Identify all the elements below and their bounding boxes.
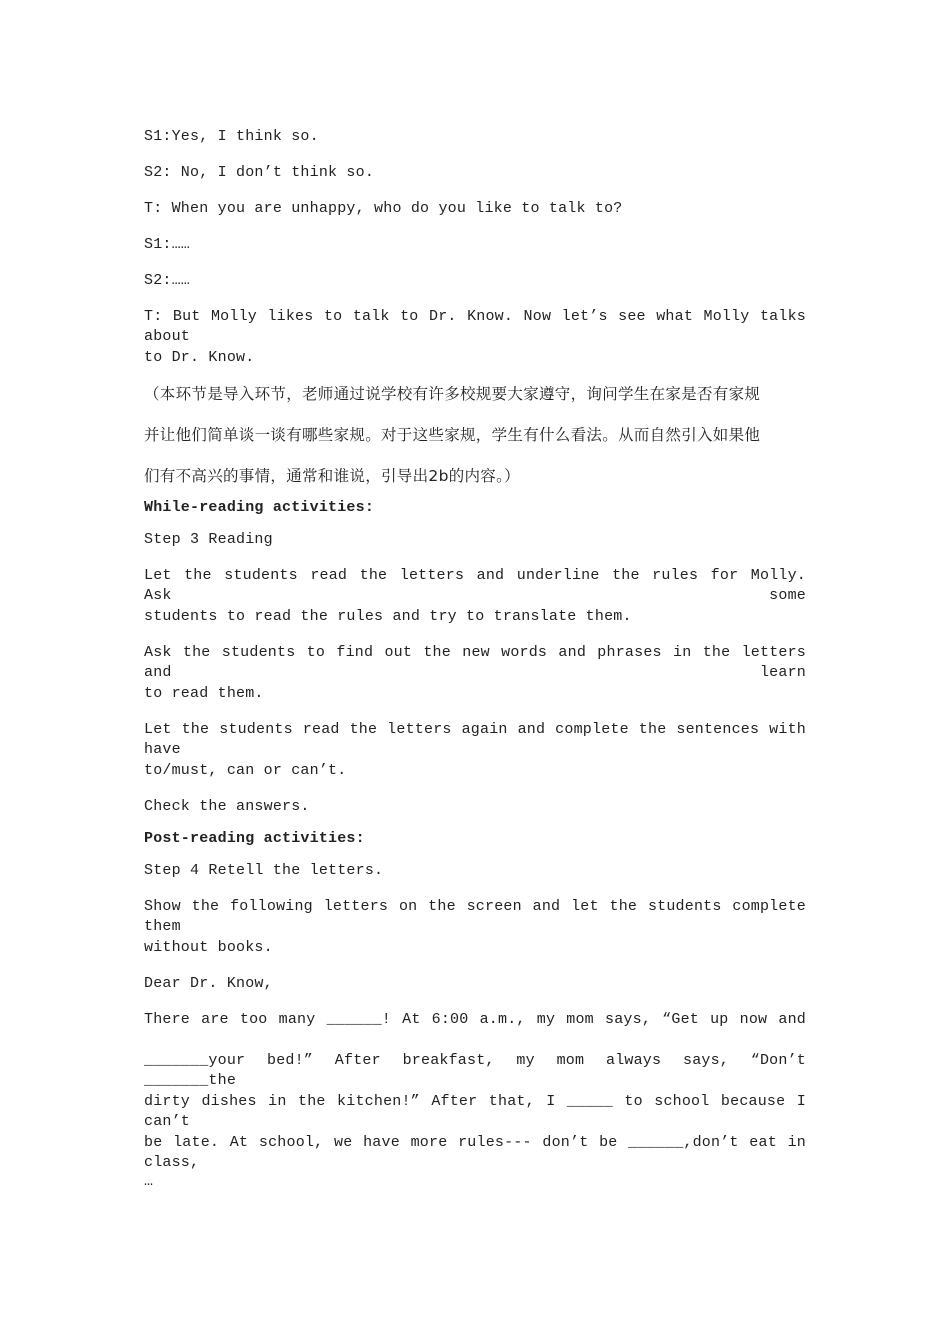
- step-3-instruction-2-cont: to read them.: [144, 685, 264, 702]
- chinese-note-line-2: 并让他们简单谈一谈有哪些家规。对于这些家规，学生有什么看法。从而自然引入如果他: [144, 426, 761, 444]
- letter-body-line-4: be late. At school, we have more rules--- don’t be ______,don’t eat in class,: [144, 1134, 806, 1171]
- letter-body-line-3: dirty dishes in the kitchen!” After that, I _____ to school because I can’t: [144, 1093, 806, 1130]
- step-3-instruction-2: Ask the students to find out the new words and phrases in the letters and learn: [144, 644, 806, 681]
- letter-salutation: Dear Dr. Know,: [144, 975, 273, 992]
- dialogue-line-s1-answer: S1:……: [144, 236, 191, 253]
- dialogue-line-teacher-question: T: When you are unhappy, who do you like to talk to?: [144, 200, 623, 217]
- section-heading-while-reading: While-reading activities:: [144, 499, 375, 516]
- step-4-instruction: Show the following letters on the screen and let the students complete them: [144, 898, 806, 935]
- step-3-instruction-3-cont: to/must, can or can’t.: [144, 762, 347, 779]
- chinese-note-line-3: 们有不高兴的事情，通常和谁说，引导出2b的内容。）: [144, 467, 520, 485]
- dialogue-line-teacher-molly: T: But Molly likes to talk to Dr. Know. Now let’s see what Molly talks about: [144, 308, 806, 345]
- letter-body-line-1: There are too many ______! At 6:00 a.m., my mom says, “Get up now and: [144, 1011, 806, 1028]
- dialogue-line-s2-no: S2: No, I don’t think so.: [144, 164, 375, 181]
- dialogue-line-s1-yes: S1:Yes, I think so.: [144, 128, 319, 145]
- letter-body-line-2: _______your bed!” After breakfast, my mom always says, “Don’t _______the: [144, 1052, 806, 1089]
- step-3-instruction-1-cont: students to read the rules and try to translate them.: [144, 608, 632, 625]
- section-heading-post-reading: Post-reading activities:: [144, 830, 365, 847]
- step-4-title: Step 4 Retell the letters.: [144, 862, 384, 879]
- step-3-instruction-3: Let the students read the letters again and complete the sentences with have: [144, 721, 806, 758]
- letter-body-ellipsis: …: [144, 1173, 154, 1190]
- step-3-title: Step 3 Reading: [144, 531, 273, 548]
- dialogue-line-s2-answer: S2:……: [144, 272, 191, 289]
- step-3-instruction-1: Let the students read the letters and underline the rules for Molly. Ask some: [144, 567, 806, 604]
- chinese-note-line-1: （本环节是导入环节，老师通过说学校有许多校规要大家遵守，询问学生在家是否有家规: [144, 385, 761, 403]
- dialogue-line-teacher-molly-cont: to Dr. Know.: [144, 349, 255, 366]
- step-3-instruction-4: Check the answers.: [144, 798, 310, 815]
- step-4-instruction-cont: without books.: [144, 939, 273, 956]
